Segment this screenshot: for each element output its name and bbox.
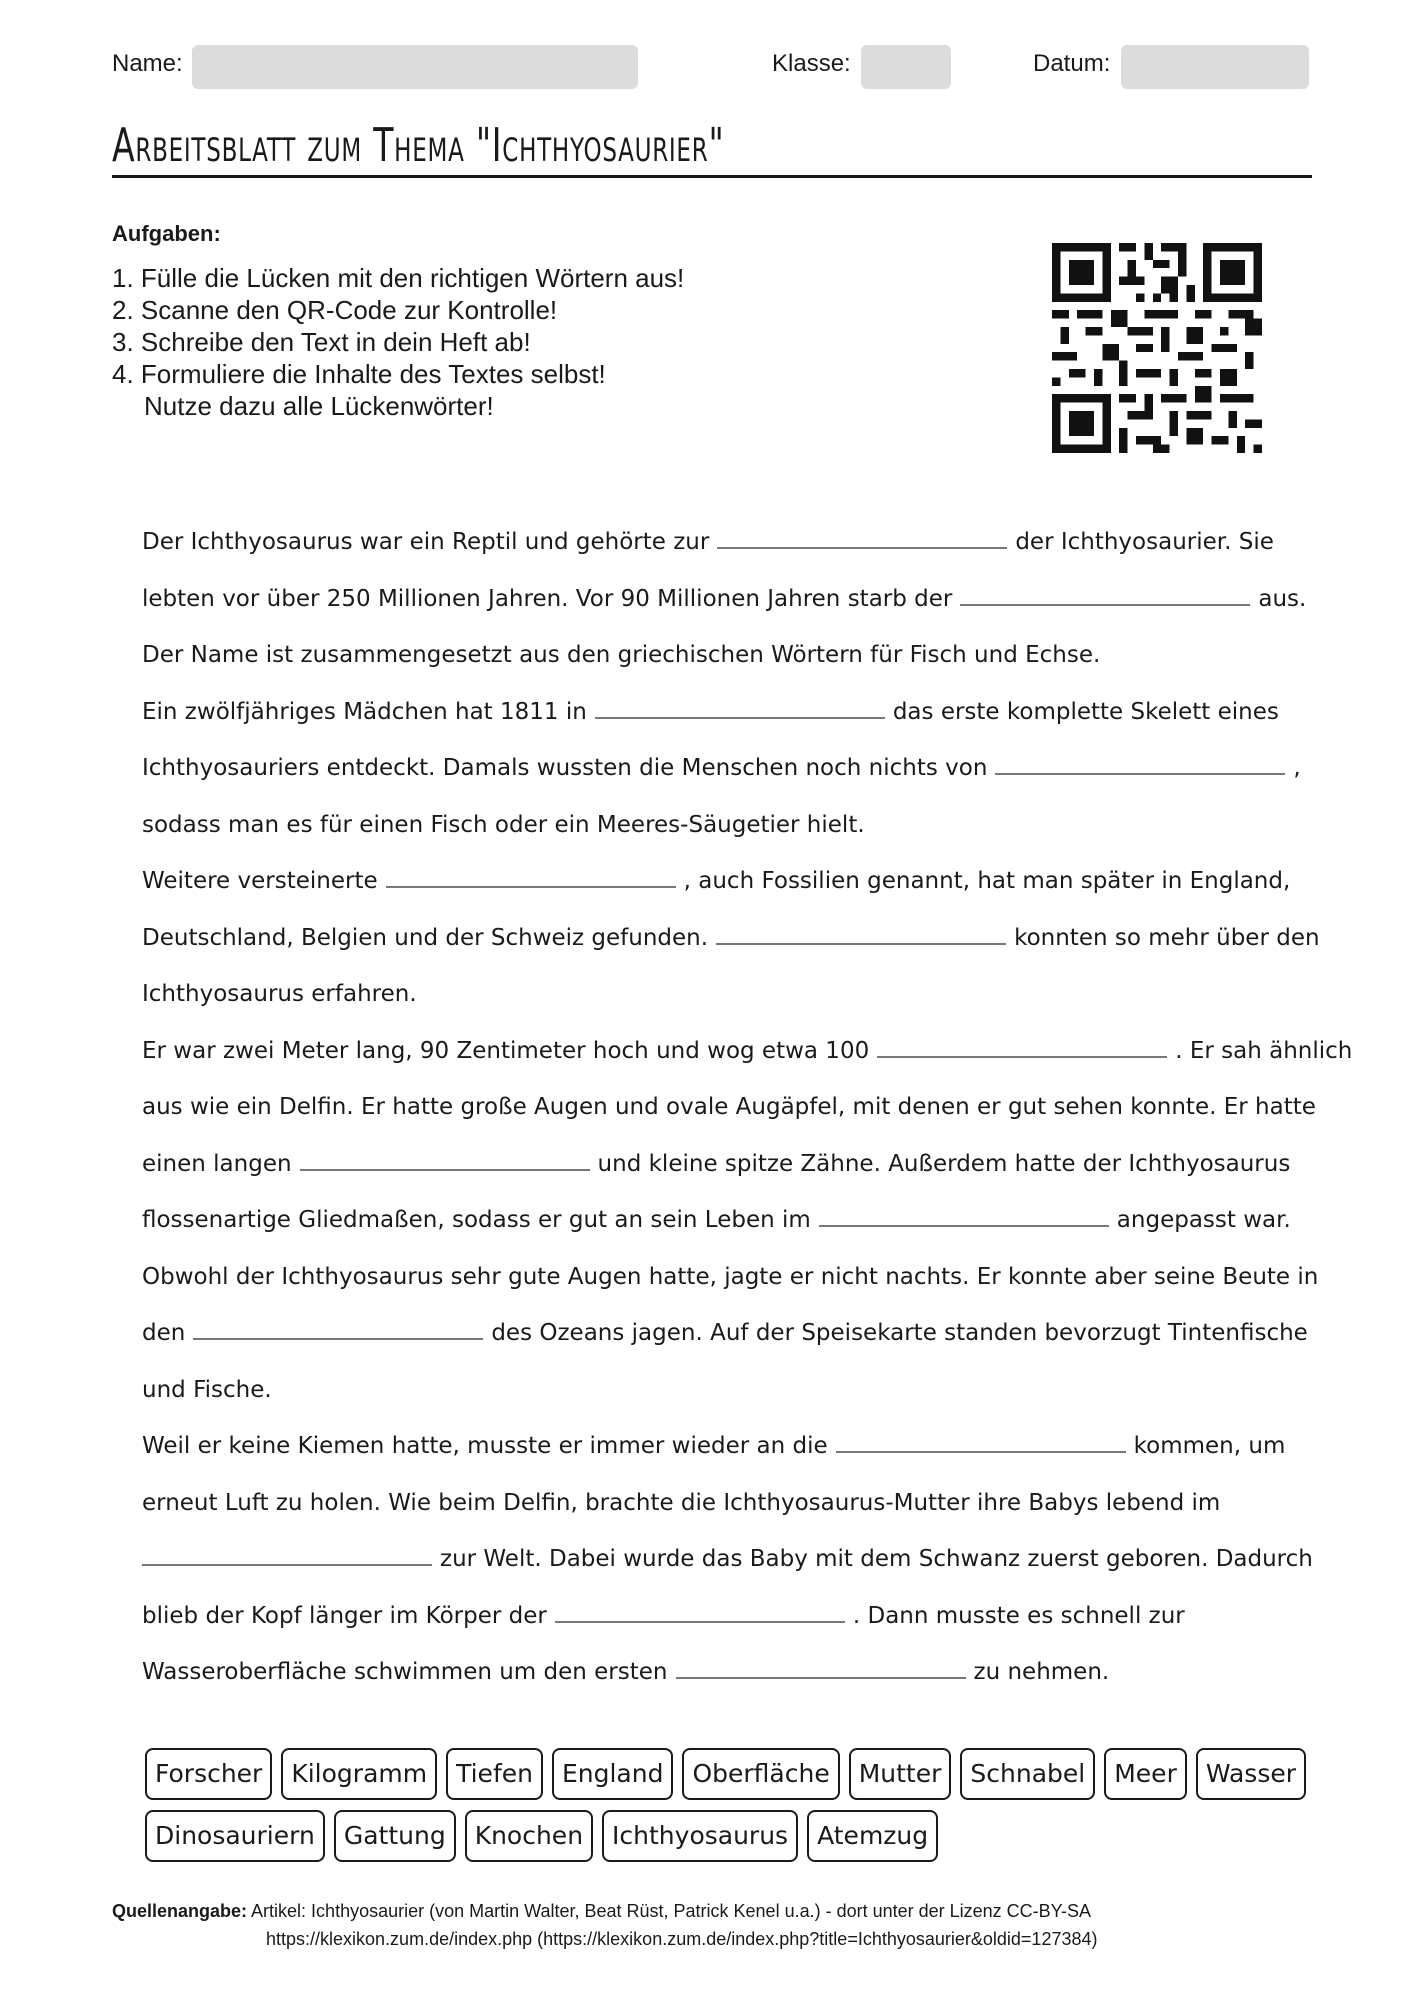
text-line: [142, 1362, 1302, 1419]
text-line: [142, 514, 1302, 571]
text-line: [142, 571, 1307, 628]
class-label: Klasse:: [772, 50, 851, 77]
text-line: [142, 966, 1302, 1023]
task-item-2: 2. Scanne den QR-Code zur Kontrolle!: [112, 295, 558, 325]
text-fragment: erneut Luft zu holen. Wie beim Delfin, brachte die Ichthyosaurus-Mutter ihre Babys lebend im: [142, 1489, 1221, 1516]
task-item-4-continuation: Nutze dazu alle Lückenwörter!: [144, 391, 494, 421]
blank-field[interactable]: [836, 1429, 1126, 1453]
word-card[interactable]: Forscher: [145, 1748, 272, 1800]
text-fragment: konnten so mehr über den: [1014, 924, 1320, 951]
name-label: Name:: [112, 50, 183, 77]
word-card[interactable]: Mutter: [849, 1748, 952, 1800]
text-line: [142, 1588, 1302, 1645]
source-text: Artikel: Ichthyosaurier (von Martin Walter, Beat Rüst, Patrick Kenel u.a.) - dort unter der Lizenz CC-BY-SA: [247, 1901, 1092, 1921]
blank-field[interactable]: [555, 1599, 845, 1623]
word-card[interactable]: Tiefen: [446, 1748, 543, 1800]
text-fragment: der Ichthyosaurier. Sie: [1015, 529, 1274, 555]
text-fragment: flossenartige Gliedmaßen, sodass er gut an sein Leben im: [142, 1207, 811, 1233]
word-card[interactable]: England: [552, 1748, 674, 1800]
text-line: [142, 1475, 1302, 1532]
text-fragment: Ichthyosauriers entdeckt. Damals wussten die Menschen noch nichts von: [142, 755, 988, 781]
blank-field[interactable]: [995, 751, 1285, 775]
blank-field[interactable]: [142, 1542, 432, 1566]
word-card[interactable]: Wasser: [1196, 1748, 1306, 1800]
task-list: [112, 262, 684, 422]
blank-field[interactable]: [717, 525, 1007, 549]
text-fragment: einen langen: [142, 1150, 292, 1177]
text-line: [142, 853, 1302, 910]
text-line: [142, 797, 1302, 854]
text-fragment: Ein zwölfjähriges Mädchen hat 1811 in: [142, 698, 587, 725]
text-line: [142, 1418, 1302, 1475]
qr-code-icon[interactable]: [1052, 243, 1262, 453]
text-fragment: Deutschland, Belgien und der Schweiz gefunden.: [142, 924, 709, 951]
word-card[interactable]: Dinosauriern: [145, 1810, 325, 1862]
word-card[interactable]: Kilogramm: [281, 1748, 437, 1800]
text-fragment: und Fische.: [142, 1376, 272, 1403]
tasks-heading: Aufgaben:: [112, 221, 221, 246]
word-card[interactable]: Gattung: [334, 1810, 456, 1862]
word-bank: [145, 1748, 1295, 1872]
text-fragment: des Ozeans jagen. Auf der Speisekarte standen bevorzugt Tintenfische: [491, 1320, 1308, 1346]
text-line: [142, 1079, 1316, 1136]
text-fragment: angepasst war.: [1116, 1207, 1291, 1233]
blank-field[interactable]: [300, 1147, 590, 1171]
blank-field[interactable]: [716, 921, 1006, 945]
title-underline: [112, 175, 1312, 178]
blank-field[interactable]: [193, 1316, 483, 1340]
blank-field[interactable]: [386, 864, 676, 888]
text-fragment: blieb der Kopf länger im Körper der: [142, 1602, 547, 1629]
text-fragment: . Er sah ähnlich: [1175, 1037, 1353, 1064]
text-fragment: Weitere versteinerte: [142, 868, 378, 894]
text-line: [142, 1305, 1308, 1362]
text-line: [142, 1136, 1302, 1193]
word-bank-row-1: [145, 1748, 1295, 1800]
name-field[interactable]: [192, 45, 638, 89]
cloze-text: [142, 514, 1353, 1701]
text-fragment: das erste komplette Skelett eines: [892, 698, 1279, 725]
text-fragment: Weil er keine Kiemen hatte, musste er immer wieder an die: [142, 1433, 828, 1459]
word-card[interactable]: Meer: [1104, 1748, 1187, 1800]
date-field[interactable]: [1121, 45, 1309, 89]
source-label: Quellenangabe:: [112, 1901, 248, 1921]
text-fragment: zur Welt. Dabei wurde das Baby mit dem Schwanz zuerst geboren. Dadurch: [440, 1546, 1313, 1572]
word-card[interactable]: Knochen: [465, 1810, 593, 1862]
text-fragment: Der Ichthyosaurus war ein Reptil und gehörte zur: [142, 529, 710, 555]
text-fragment: . Dann musste es schnell zur: [852, 1602, 1185, 1629]
blank-field[interactable]: [819, 1203, 1109, 1227]
word-card[interactable]: Atemzug: [807, 1810, 938, 1862]
word-card[interactable]: Ichthyosaurus: [602, 1810, 798, 1862]
text-fragment: lebten vor über 250 Millionen Jahren. Vor 90 Millionen Jahren starb der: [142, 585, 953, 612]
word-card[interactable]: Schnabel: [960, 1748, 1095, 1800]
text-fragment: aus.: [1258, 585, 1307, 612]
text-fragment: und kleine spitze Zähne. Außerdem hatte der Ichthyosaurus: [597, 1150, 1291, 1177]
text-line: [142, 1023, 1353, 1080]
text-line: [142, 910, 1320, 967]
text-line: [142, 740, 1302, 797]
text-fragment: sodass man es für einen Fisch oder ein Meeres-Säugetier hielt.: [142, 811, 865, 838]
text-fragment: Er war zwei Meter lang, 90 Zentimeter hoch und wog etwa 100: [142, 1037, 870, 1064]
blank-field[interactable]: [877, 1034, 1167, 1058]
class-field[interactable]: [861, 45, 951, 89]
blank-field[interactable]: [676, 1655, 966, 1679]
text-line: [142, 1644, 1302, 1701]
task-item-4: 4. Formuliere die Inhalte des Textes selbst!: [112, 359, 606, 389]
text-line: [142, 1249, 1319, 1306]
source-url[interactable]: https://klexikon.zum.de/index.php (https://klexikon.zum.de/index.php?title=Ichthyosaurier&oldid=127384): [266, 1929, 1098, 1949]
text-fragment: Der Name ist zusammengesetzt aus den griechischen Wörtern für Fisch und Echse.: [142, 642, 1101, 668]
text-fragment: Obwohl der Ichthyosaurus sehr gute Augen hatte, jagte er nicht nachts. Er konnte aber seine Beute in: [142, 1263, 1319, 1290]
text-fragment: zu nehmen.: [973, 1659, 1110, 1685]
source-note: [112, 1897, 1098, 1953]
text-fragment: , auch Fossilien genannt, hat man später in England,: [683, 868, 1291, 894]
text-fragment: ,: [1293, 755, 1301, 781]
text-fragment: kommen, um: [1133, 1433, 1286, 1459]
word-bank-row-2: [145, 1810, 1295, 1862]
task-item-3: 3. Schreibe den Text in dein Heft ab!: [112, 327, 531, 357]
text-fragment: aus wie ein Delfin. Er hatte große Augen und ovale Augäpfel, mit denen er gut sehen konnte. Er hatte: [142, 1094, 1316, 1120]
date-label: Datum:: [1033, 50, 1111, 77]
task-item-1: 1. Fülle die Lücken mit den richtigen Wörtern aus!: [112, 263, 685, 293]
text-line: [142, 1192, 1302, 1249]
text-line: [142, 627, 1302, 684]
text-line: [142, 1531, 1313, 1588]
word-card[interactable]: Oberfläche: [682, 1748, 839, 1800]
blank-field[interactable]: [595, 695, 885, 719]
blank-field[interactable]: [960, 582, 1250, 606]
text-fragment: den: [142, 1320, 186, 1346]
text-line: [142, 684, 1302, 741]
text-fragment: Wasseroberfläche schwimmen um den ersten: [142, 1659, 668, 1685]
text-fragment: Ichthyosaurus erfahren.: [142, 981, 417, 1007]
page-title: Arbeitsblatt zum Thema "Ichthyosaurier": [112, 118, 725, 172]
